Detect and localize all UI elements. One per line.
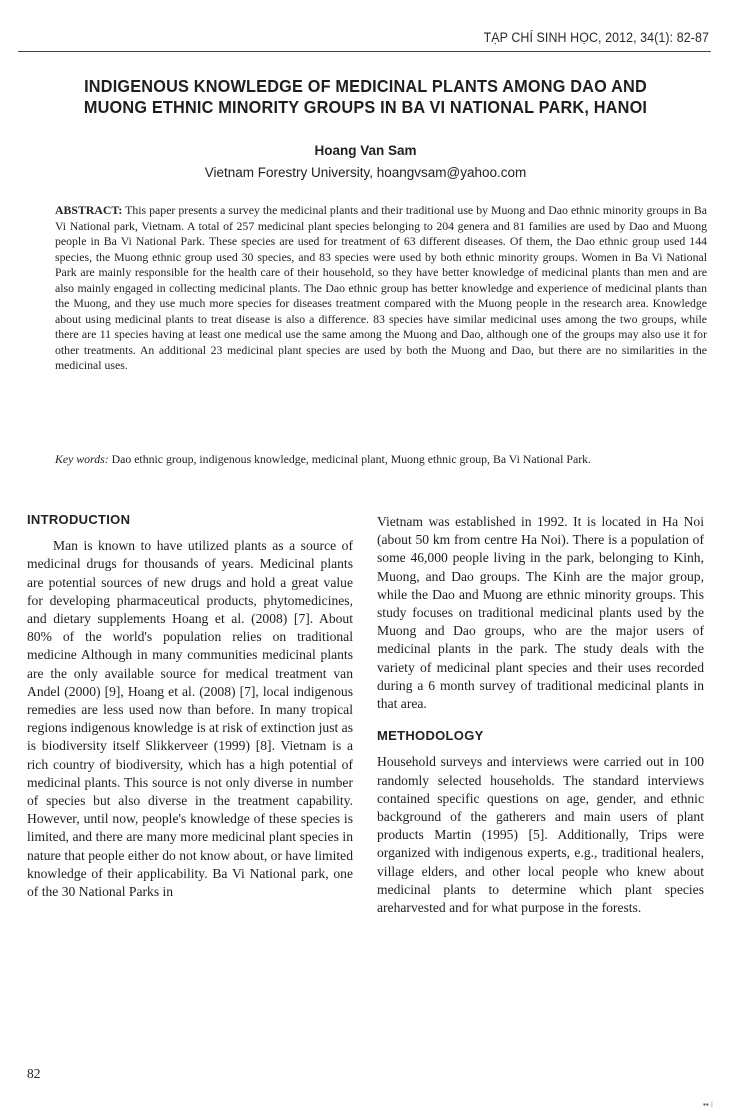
header-rule (18, 51, 711, 52)
abstract-label: ABSTRACT: (55, 203, 123, 217)
introduction-heading: INTRODUCTION (27, 512, 131, 527)
title-line-2: MUONG ETHNIC MINORITY GROUPS IN BA VI NATIONAL PARK, HANOI (83, 97, 648, 117)
right-column (377, 513, 704, 917)
abstract-text: This paper presents a survey the medicinal plants and their traditional use by Muong and Dao ethnic minority groups in Ba Vi National park, Vietnam. A total of 257 medicinal plant species belonging to 204 genera and 81 families are used by Dao and Muong people in Ba Vi National Park. These species are used for treatment of 63 different diseases. Of them, the Dao ethnic group used 144 species, the Muong ethnic group used 30 species, and 83 species were used by both ethnic minority groups. Women in Ba Vi National Park are mainly responsible for the health care of their household, so they have better knowledge of medicinal plants than men and are also mainly engaged in collecting medicinal plants. The Dao ethnic group has better knowledge and experience of medicinal plants than the Muong, and they use much more species for diseases treatment compared with the Muong people in the research area. Knowledge about using medicinal plants to treat disease is also a difference. 83 species have similar medicinal uses among the two groups, while there are 11 species having at least one medical use the same among the Muong and Dao, although one of the groups may also use it for other treatments. An additional 23 medicinal plant species are used by both the Muong and Dao, but there are no similarities in the medicinal uses. (55, 203, 707, 372)
page-number: 82 (27, 1066, 41, 1081)
keywords (55, 451, 707, 467)
author-name: Hoang Van Sam (314, 143, 417, 158)
introduction-paragraph-continued: Vietnam was established in 1992. It is located in Ha Noi (about 50 km from centre Ha Noi). There is a population of some 46,000 people living in the park, belonging to Kinh, Muong, and Dao groups. The Kinh are the major group, while the Dao and Muong are ethnic minority groups. This study focuses on traditional medicinal plants used by the Muong and Dao groups, who are the major users of medicinal plants in the park. The study deals with the variety of medicinal plant species and their uses recorded during a 6 month survey of traditional medicinal plants in that area. (377, 514, 704, 712)
keywords-label: Key words: (55, 452, 109, 466)
methodology-paragraph: Household surveys and interviews were carried out in 100 randomly selected households. The standard interviews contained specific questions on age, gender, and ethnic background of the gatherers and main users of plant products Martin (1995) [5]. Additionally, Trips were organized with indigenous experts, e.g., traditional healers, village elders, and other local people who knew about medicinal plants to determine which plant species areharvested and for what purpose in the forests. (377, 754, 704, 916)
scan-mark: ▪▪ ⁝ (703, 1100, 714, 1109)
left-column (27, 511, 353, 901)
journal-running-header: TẠP CHÍ SINH HỌC, 2012, 34(1): 82-87 (483, 30, 709, 45)
abstract (55, 203, 707, 374)
keywords-text: Dao ethnic group, indigenous knowledge, medicinal plant, Muong ethnic group, Ba Vi National Park. (111, 452, 591, 466)
introduction-paragraph: Man is known to have utilized plants as a source of medicinal drugs for thousands of years. Medicinal plants are potential sources of new drugs and hold a great value for developing pharmaceutical products, phytomedicines, and dietary supplements Hoang et al. (2008) [7]. About 80% of the world's population relies on traditional medicine Although in many communities medicinal plants are the only available source for medical treatment van Andel (2000) [9], Hoang et al. (2008) [7], local indigenous remedies are less used now than before. In many tropical regions indigenous knowledge is at risk of extinction just as is biodiversity itself Slikkerveer (1999) [8]. Vietnam is a rich country of biodiversity, which has a high potential of medicinal plants. This source is not only diverse in number of species but also diverse in the treatment capability. However, until now, people's knowledge of these species is limited, and there are many more medicinal plant species in nature that people either do not know about, or have limited knowledge of their applicability. Ba Vi National park, one of the 30 National Parks in (27, 538, 353, 900)
title-line-1: INDIGENOUS KNOWLEDGE OF MEDICINAL PLANTS AMONG DAO AND (84, 76, 647, 96)
paper-title (0, 76, 731, 118)
methodology-heading: METHODOLOGY (377, 728, 484, 744)
author-affiliation: Vietnam Forestry University, hoangvsam@yahoo.com (204, 165, 527, 180)
